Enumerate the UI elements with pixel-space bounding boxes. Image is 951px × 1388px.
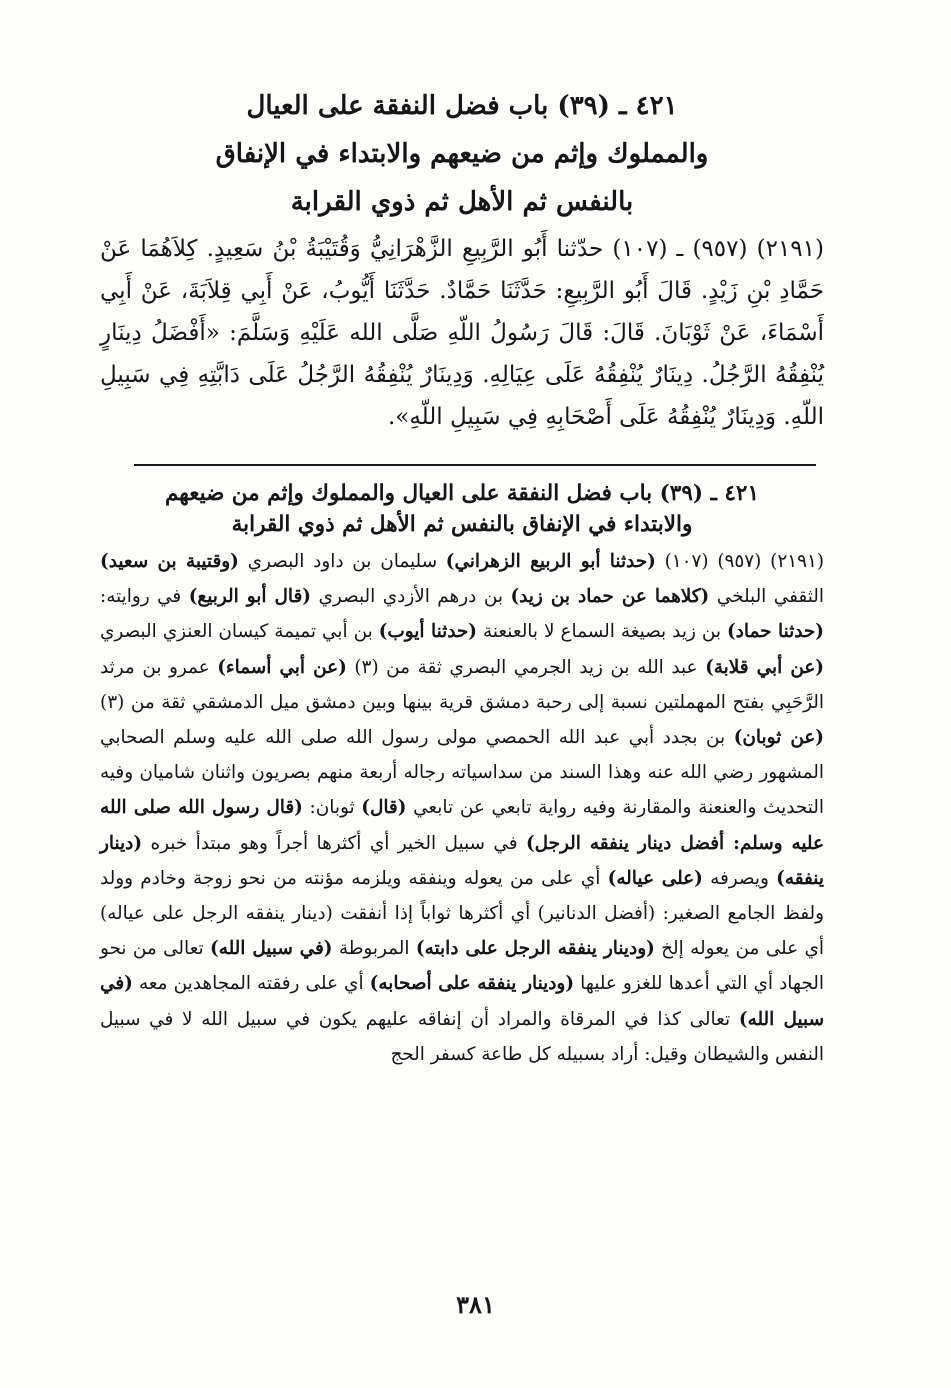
hadith-text: (٢١٩١) (٩٥٧) ـ (١٠٧) حدّثنا أَبُو الرَّبِيعِ الزَّهْرَانِيُّ وَقُتَيْبَةُ بْنُ سَعِيدٍ. كِلاَهُمَا عَنْ حَمَّادِ بْنِ زَيْدٍ. قَالَ أَبُو الرَّبِيعِ: حَدَّثَنَا حَمَّادٌ. حَدَّثَنَا أَيُّوبُ، عَنْ أَبِي قِلاَبَةَ، عَنْ أَبِي أَسْمَاءَ، عَنْ ثَوْبَانَ. قَالَ: قَالَ رَسُولُ اللّهِ صَلَّى الله عَلَيْهِ وَسَلَّمَ: «أَفْضَلُ دِينَارٍ يُنْفِقُهُ الرَّجُلُ. دِينَارٌ يُنْفِقُهُ عَلَى عِيَالِهِ. وَدِينَارٌ يُنْفِقُهُ الرَّجُلُ عَلَى دَابَّتِهِ فِي سَبِيلِ اللّهِ. وَدِينَارٌ يُنْفِقُهُ عَلَى أَصْحَابِهِ فِي سَبِيلِ اللّهِ».: [100, 236, 824, 430]
upper-heading-line-1: ٤٢١ ـ (٣٩) باب فضل النفقة على العيال: [246, 91, 678, 121]
upper-chapter-heading: [100, 82, 824, 226]
commentary-segment: ويصرفه: [702, 867, 777, 889]
commentary-segment: في سبيل الخير أي أكثرها أجراً وهو مبتدأ خبره: [142, 832, 526, 854]
commentary-segment: تعالى كذا في المرقاة والمراد أن إنفاقه عليهم يكون في سبيل الله لا في سبيل النفس والشيطان وقيل: أراد بسبيله كل طاعة كسفر الحج: [100, 1008, 824, 1065]
commentary-quote: (على عياله): [607, 867, 703, 889]
lower-heading-line-1: ٤٢١ ـ (٣٩) باب فضل النفقة على العيال والمملوك وإثم من ضيعهم: [164, 481, 760, 506]
commentary-segment: بن درهم الأزدي البصري: [311, 586, 511, 608]
commentary-quote: (ودينار ينفقه على أصحابه): [369, 973, 575, 995]
commentary-segment: أي على رفقته المجاهدين معه: [132, 973, 370, 995]
commentary-quote: (حدثنا أبو الربيع الزهراني): [445, 551, 656, 572]
commentary-segment: المربوطة: [332, 938, 416, 960]
commentary-quote: (قال رسول الله صلى الله عليه وسلم: أفضل دينار ينفقه الرجل): [100, 797, 824, 854]
commentary-segment: عبد الله بن زيد الجرمي البصري ثقة من (٣): [346, 656, 706, 678]
commentary-segment: (٢١٩١) (٩٥٧) (١٠٧): [655, 551, 825, 572]
document-page: [100, 82, 824, 1072]
section-divider: [134, 464, 816, 466]
commentary-text: [100, 544, 824, 1072]
lower-chapter-heading: [100, 478, 824, 540]
commentary-quote: (في سبيل الله): [100, 973, 824, 1030]
commentary-quote: (ودينار ينفقه الرجل على دابته): [415, 938, 655, 960]
commentary-quote: (حدثنا حماد): [726, 621, 824, 643]
commentary-segment: في روايته:: [100, 586, 189, 608]
commentary-segment: بن أبي تميمة كيسان العنزي البصري: [100, 621, 379, 643]
commentary-segment: عمرو بن مرثد الرَّحَبِي بفتح المهملتين نسبة إلى رحبة دمشق قرية بينها وبين دمشق ميل الدمشقي ثقة من (٣): [100, 656, 824, 713]
commentary-segment: بن بجدد أبي عبد الله الحمصي مولى رسول الله صلى الله عليه وسلم الصحابي المشهور رضي الله عنه وهذا السند من سداسياته رجاله أربعة منهم بصريون واثنان شاميان وفيه التحديث والعنعنة والمقارنة وفيه رواية تابعي عن تابعي: [100, 727, 825, 819]
commentary-segment: تعالى من نحو الجهاد أي التي أعدها للغزو عليها: [100, 938, 824, 995]
commentary-segment: الثقفي البلخي: [709, 586, 824, 608]
commentary-quote: (حدثنا أيوب): [378, 621, 477, 643]
commentary-segment: سليمان بن داود البصري: [238, 551, 446, 572]
commentary-quote: (قال أبو الربيع): [188, 586, 312, 608]
commentary-quote: (عن أبي قلابة): [705, 656, 825, 678]
commentary-quote: (دينار ينفقه): [100, 832, 824, 889]
commentary-quote: (عن ثوبان): [733, 727, 824, 749]
commentary-segment: ثوبان:: [302, 797, 362, 819]
commentary-quote: (وقتيبة بن سعيد): [100, 551, 239, 572]
commentary-quote: (كلاهما عن حماد بن زيد): [510, 586, 710, 608]
commentary-quote: (في سبيل الله): [210, 938, 333, 960]
upper-heading-line-3: بالنفس ثم الأهل ثم ذوي القرابة: [290, 187, 634, 217]
commentary-quote: (قال): [361, 797, 407, 819]
commentary-segment: أي على من يعوله وينفقه ويلزمه مؤنته من نحو زوجة وخادم وولد ولفظ الجامع الصغير: (أفضل الدنانير) أي أكثرها ثواباً إذا أنفقت (دينار ينفقه الرجل على عياله) أي على من يعوله إلخ: [100, 867, 824, 960]
page-number: ٣٨١: [456, 1290, 495, 1319]
commentary-segment: بن زيد بصيغة السماع لا بالعنعنة: [477, 621, 727, 643]
lower-heading-line-2: والابتداء في الإنفاق بالنفس ثم الأهل ثم ذوي القرابة: [231, 512, 693, 537]
commentary-quote: (عن أبي أسماء): [217, 656, 347, 678]
upper-heading-line-2: والمملوك وإثم من ضيعهم والابتداء في الإنفاق: [215, 139, 709, 169]
